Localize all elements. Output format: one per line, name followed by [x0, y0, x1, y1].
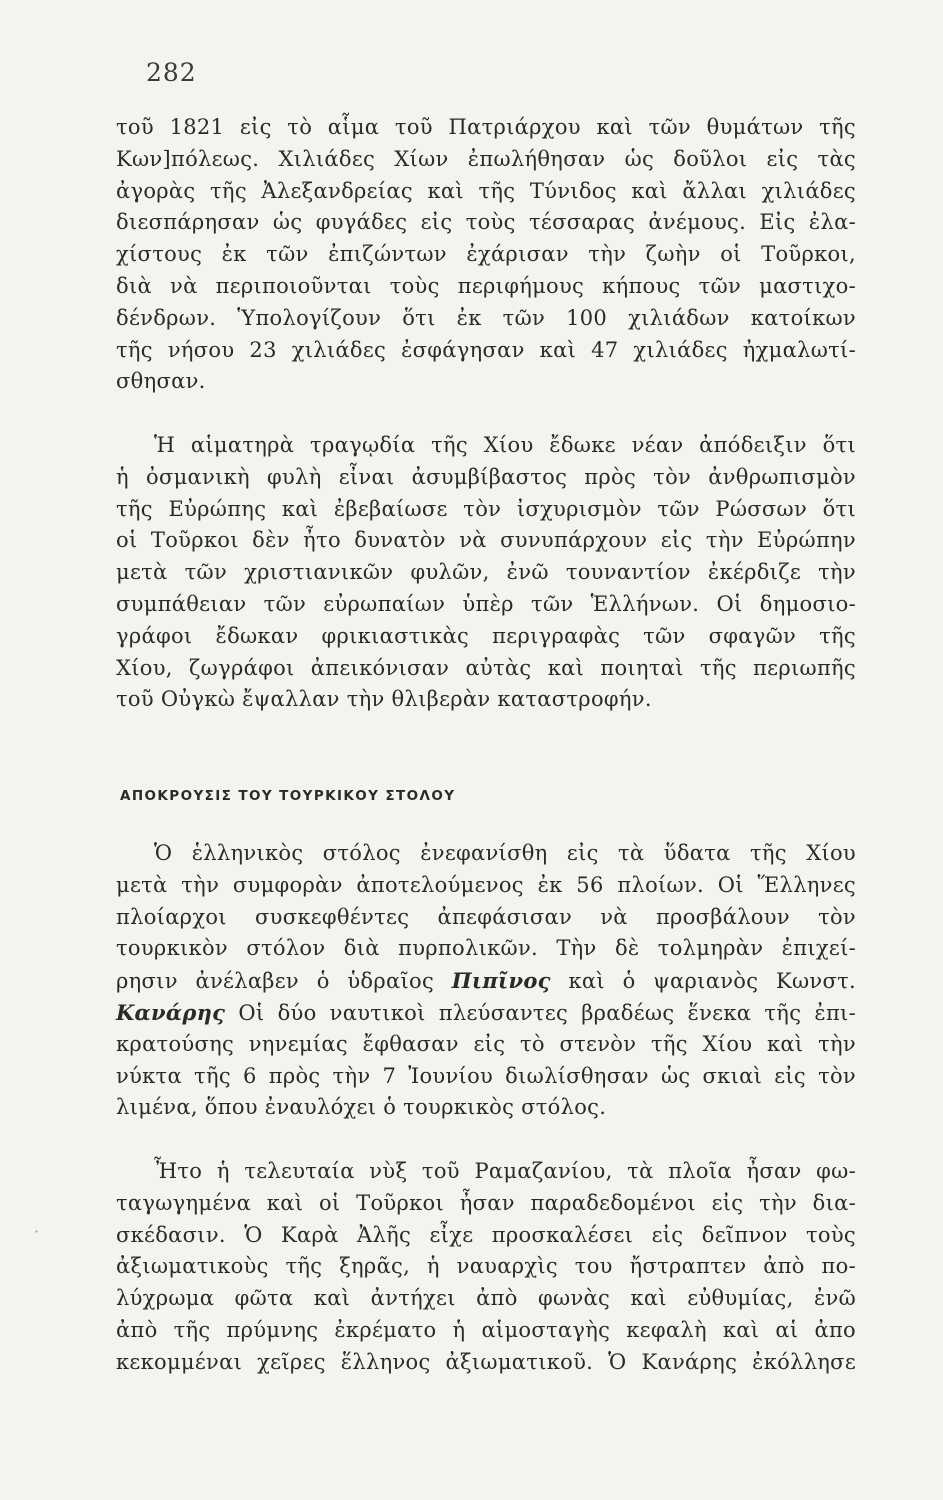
text-run: καὶ ὁ ψαριανὸς Κωνστ.	[550, 969, 856, 994]
text-line: διὰ νὰ περιποιοῦνται τοὺς περιφήμους κήπους τῶν μαστιχο-	[116, 273, 856, 298]
text-line: δένδρων. Ὑπολογίζουν ὅτι ἐκ τῶν 100 χιλιάδων κατοίκων	[116, 305, 856, 330]
text-line: τοῦ Οὐγκὼ ἔψαλλαν τὴν θλιβερὰν καταστροφήν.	[116, 687, 652, 712]
text-run: Οἱ δύο ναυτικοὶ πλεύσαντες βραδέως ἕνεκα τῆς ἐπι-	[225, 1000, 856, 1025]
text-line	[116, 965, 856, 997]
text-line: Ἡ αἱματηρὰ τραγῳδία τῆς Χίου ἔδωκε νέαν ἀπόδειξιν ὅτι	[154, 433, 856, 457]
text-line: οἱ Τοῦρκοι δὲν ἦτο δυνατὸν νὰ συνυπάρχουν εἰς τὴν Εὐρώπην	[116, 528, 856, 553]
text-line: σκέδασιν. Ὁ Καρὰ Ἀλῆς εἶχε προσκαλέσει εἰς δεῖπνον τοὺς	[116, 1222, 856, 1247]
text-line: χίστους ἐκ τῶν ἐπιζώντων ἐχάρισαν τὴν ζωὴν οἱ Τοῦρκοι,	[116, 242, 856, 267]
text-line: διεσπάρησαν ὡς φυγάδες εἰς τοὺς τέσσαρας ἀνέμους. Εἰς ἐλα-	[116, 210, 856, 235]
paragraph-4	[116, 1156, 856, 1379]
text-line: συμπάθειαν τῶν εὐρωπαίων ὑπὲρ τῶν Ἑλλήνων. Οἱ δημοσιο-	[116, 591, 856, 616]
text-line	[116, 997, 856, 1029]
text-line: τῆς νήσου 23 χιλιάδες ἐσφάγησαν καὶ 47 χιλιάδες ἠχμαλωτί-	[116, 337, 856, 362]
text-line: κρατούσης νηνεμίας ἔφθασαν εἰς τὸ στενὸν τῆς Χίου καὶ τὴν	[116, 1031, 856, 1056]
text-line: ἡ ὀσμανικὴ φυλὴ εἶναι ἀσυμβίβαστος πρὸς τὸν ἀνθρωπισμὸν	[116, 464, 856, 489]
text-run: ρησιν ἀνέλαβεν ὁ ὑδραῖος	[116, 969, 452, 994]
text-line: μετὰ τὴν συμφορὰν ἀποτελούμενος ἐκ 56 πλοίων. Οἱ Ἕλληνες	[116, 872, 856, 897]
text-line: τουρκικὸν στόλον διὰ πυρπολικῶν. Τὴν δὲ τολμηρὰν ἐπιχεί-	[116, 936, 856, 961]
text-line: Κων]πόλεως. Χιλιάδες Χίων ἐπωλήθησαν ὡς δοῦλοι εἰς τὰς	[116, 146, 856, 171]
paragraph-1	[116, 112, 856, 398]
text-line: λιμένα, ὅπου ἐναυλόχει ὁ τουρκικὸς στόλος.	[116, 1095, 607, 1120]
text-line: Ἦτο ἡ τελευταία νὺξ τοῦ Ραμαζανίου, τὰ πλοῖα ἦσαν φω-	[154, 1159, 856, 1183]
page-number: 282	[146, 58, 197, 87]
section-heading: ΑΠΟΚΡΟΥΣΙΣ ΤΟΥ ΤΟΥΡΚΙΚΟΥ ΣΤΟΛΟΥ	[120, 788, 456, 804]
paragraph-2	[116, 430, 856, 716]
text-line: τοῦ 1821 εἰς τὸ αἷμα τοῦ Πατριάρχου καὶ τῶν θυμάτων τῆς	[116, 115, 856, 139]
text-line: σθησαν.	[116, 369, 206, 394]
name-pipinos: Πιπῖνος	[451, 968, 551, 994]
text-line: γράφοι ἔδωκαν φρικιαστικὰς περιγραφὰς τῶν σφαγῶν τῆς	[116, 623, 856, 648]
text-line: Ὁ ἑλληνικὸς στόλος ἐνεφανίσθη εἰς τὰ ὕδατα τῆς Χίου	[154, 841, 856, 865]
text-line: νύκτα τῆς 6 πρὸς τὴν 7 Ἰουνίου διωλίσθησαν ὡς σκιαὶ εἰς τὸν	[116, 1063, 856, 1088]
paragraph-3	[116, 838, 856, 1124]
text-line: Χίου, ζωγράφοι ἀπεικόνισαν αὐτὰς καὶ ποιηταὶ τῆς περιωπῆς	[116, 655, 856, 680]
text-line: μετὰ τῶν χριστιανικῶν φυλῶν, ἐνῶ τουναντίον ἐκέρδιζε τὴν	[116, 560, 856, 585]
text-line: ἀγορὰς τῆς Ἀλεξανδρείας καὶ τῆς Τύνιδος καὶ ἄλλαι χιλιάδες	[116, 178, 856, 203]
text-line: ταγωγημένα καὶ οἱ Τοῦρκοι ἦσαν παραδεδομένοι εἰς τὴν δια-	[116, 1190, 856, 1215]
text-line: λύχρωμα φῶτα καὶ ἀντήχει ἀπὸ φωνὰς καὶ εὐθυμίας, ἐνῶ	[116, 1286, 856, 1311]
text-line: τῆς Εὐρώπης καὶ ἐβεβαίωσε τὸν ἰσχυρισμὸν τῶν Ρώσσων ὅτι	[116, 496, 856, 521]
name-kanaris: Κανάρης	[116, 999, 226, 1025]
text-line: πλοίαρχοι συσκεφθέντες ἀπεφάσισαν νὰ προσβάλουν τὸν	[116, 904, 856, 929]
text-line: ἀξιωματικοὺς τῆς ξηρᾶς, ἡ ναυαρχὶς του ἤστραπτεν ἀπὸ πο-	[116, 1254, 856, 1279]
text-line: ἀπὸ τῆς πρύμνης ἐκρέματο ἡ αἱμοσταγὴς κεφαλὴ καὶ αἱ ἀπο	[116, 1317, 856, 1342]
margin-speck: ·	[34, 1222, 40, 1241]
text-line: κεκομμέναι χεῖρες ἕλληνος ἀξιωματικοῦ. Ὁ Κανάρης ἐκόλλησε	[116, 1349, 856, 1374]
